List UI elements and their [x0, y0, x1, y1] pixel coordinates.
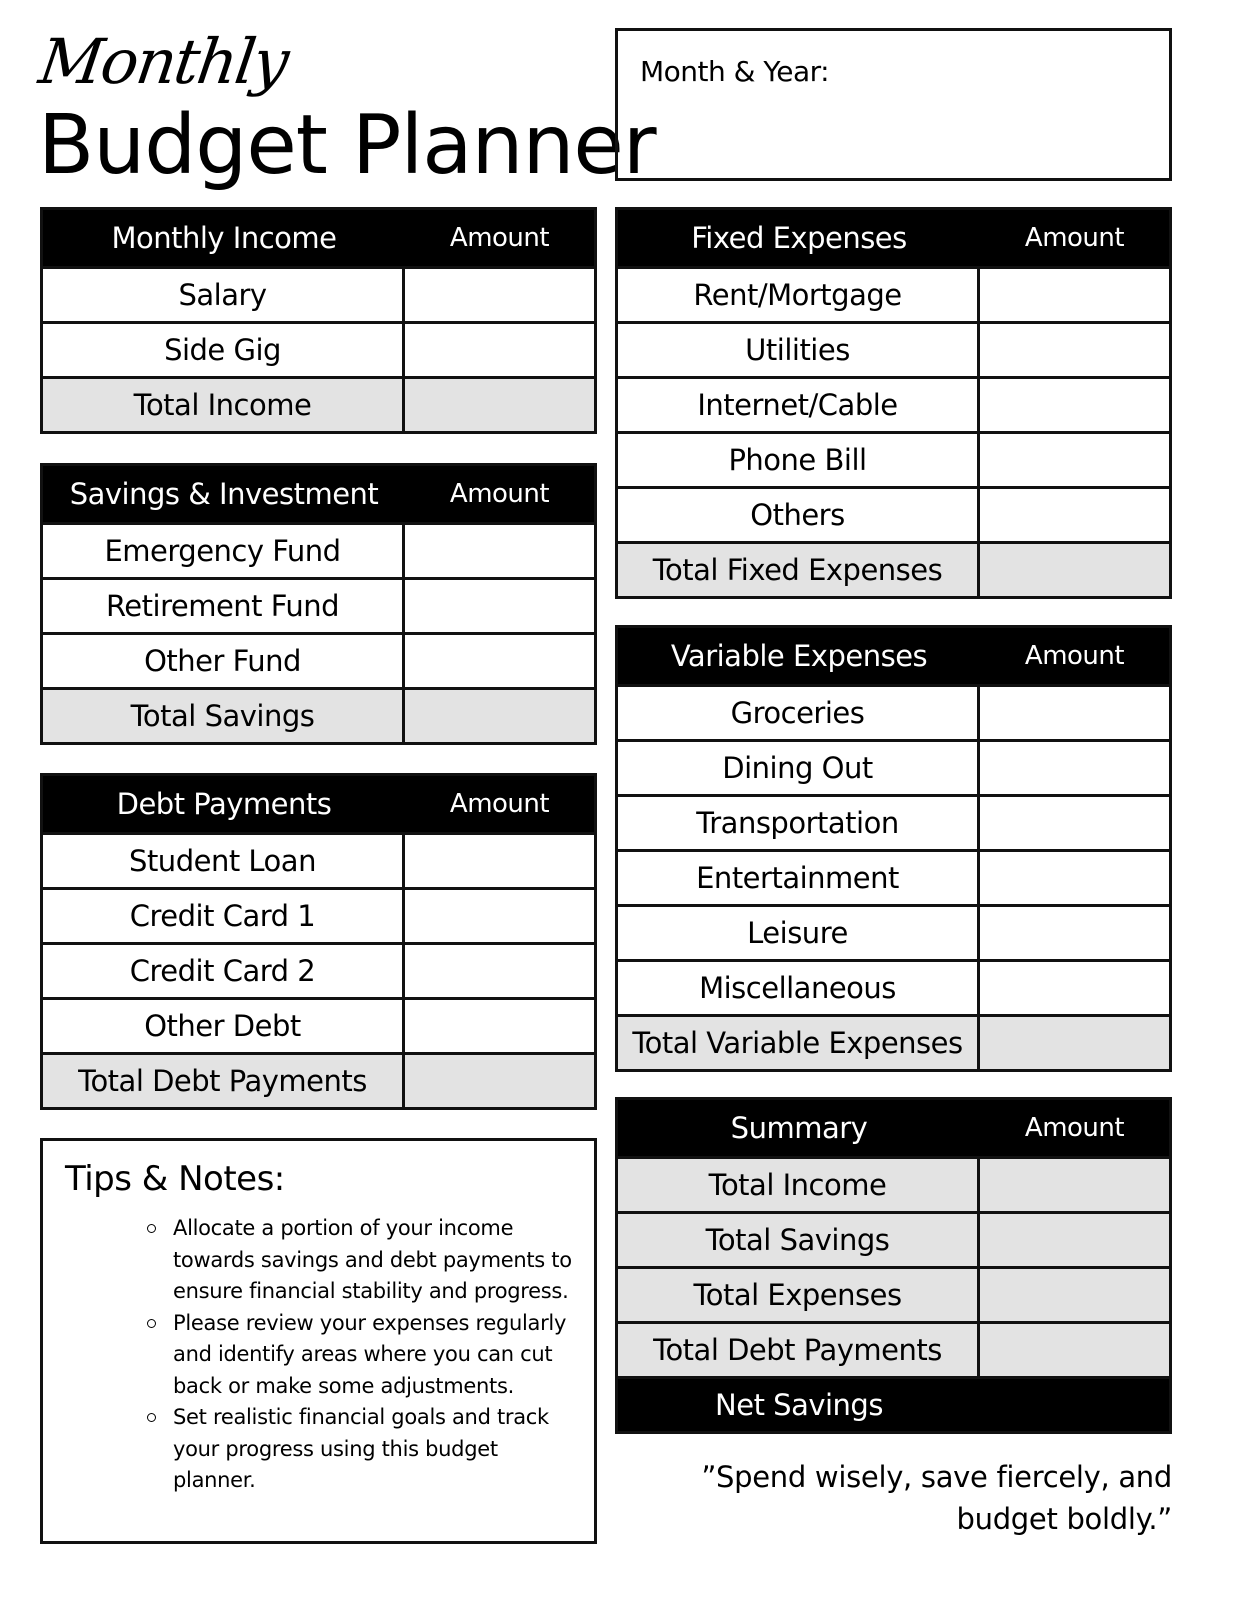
amount-input[interactable]: [405, 945, 594, 997]
total-label: Total Debt Payments: [43, 1055, 405, 1107]
row-label: Groceries: [618, 687, 980, 739]
row-label: Leisure: [618, 907, 980, 959]
amount-input[interactable]: [980, 434, 1169, 486]
table-row: [618, 684, 1169, 739]
table-row: [618, 849, 1169, 904]
amount-input[interactable]: [980, 489, 1169, 541]
table-row: [43, 887, 594, 942]
total-label: Total Savings: [43, 690, 405, 742]
table-title: Fixed Expenses: [691, 221, 907, 255]
tips-list: [173, 1213, 583, 1497]
amount-input[interactable]: [980, 379, 1169, 431]
table-title: Variable Expenses: [670, 639, 928, 673]
fixed-expenses-table: [615, 207, 1172, 599]
amount-input[interactable]: [980, 1159, 1169, 1211]
table-header: [618, 210, 1169, 266]
summary-row: [618, 1211, 1169, 1266]
row-label: Retirement Fund: [43, 580, 405, 632]
table-row: [618, 486, 1169, 541]
total-amount-input[interactable]: [405, 379, 594, 431]
net-savings-amount[interactable]: [980, 1379, 1169, 1431]
summary-table: [615, 1097, 1172, 1434]
amount-input[interactable]: [980, 1269, 1169, 1321]
table-header: [43, 776, 594, 832]
quote-text: ”Spend wisely, save fiercely, and budget boldly.”: [701, 1460, 1172, 1536]
row-label: Emergency Fund: [43, 525, 405, 577]
amount-input[interactable]: [405, 890, 594, 942]
amount-header: Amount: [449, 789, 550, 819]
amount-input[interactable]: [405, 635, 594, 687]
tip-text: Allocate a portion of your income towards savings and debt payments to ensure financial stability and progress.: [173, 1216, 572, 1303]
summary-row: [618, 1156, 1169, 1211]
variable-expenses-table: [615, 625, 1172, 1072]
total-row: [43, 1052, 594, 1107]
amount-header: Amount: [449, 223, 550, 253]
total-row: [43, 687, 594, 742]
table-row: [618, 376, 1169, 431]
tips-notes-box: [40, 1138, 597, 1544]
total-label: Total Fixed Expenses: [618, 544, 980, 596]
row-label: Total Expenses: [618, 1269, 980, 1321]
table-row: [43, 522, 594, 577]
amount-input[interactable]: [980, 852, 1169, 904]
total-row: [618, 1014, 1169, 1069]
table-title: Summary: [730, 1111, 868, 1145]
table-row: [43, 832, 594, 887]
amount-input[interactable]: [980, 269, 1169, 321]
total-amount-input[interactable]: [980, 1017, 1169, 1069]
amount-header: Amount: [1024, 1113, 1125, 1143]
tips-heading: Tips & Notes:: [65, 1159, 285, 1199]
row-label: Entertainment: [618, 852, 980, 904]
amount-input[interactable]: [980, 1214, 1169, 1266]
row-label: Utilities: [618, 324, 980, 376]
total-row: [43, 376, 594, 431]
row-label: Total Debt Payments: [618, 1324, 980, 1376]
row-label: Dining Out: [618, 742, 980, 794]
row-label: Rent/Mortgage: [618, 269, 980, 321]
table-title: Debt Payments: [116, 787, 332, 821]
amount-input[interactable]: [405, 580, 594, 632]
total-row: [618, 541, 1169, 596]
amount-input[interactable]: [405, 835, 594, 887]
net-savings-row: [618, 1376, 1169, 1431]
table-row: [618, 431, 1169, 486]
row-label: Side Gig: [43, 324, 405, 376]
amount-header: Amount: [1024, 223, 1125, 253]
page-title: Budget Planner: [38, 98, 656, 193]
summary-row: [618, 1321, 1169, 1376]
month-year-label: Month & Year:: [640, 55, 830, 88]
amount-input[interactable]: [980, 742, 1169, 794]
circle-bullet-icon: [147, 1319, 156, 1328]
title-script: Monthly: [34, 25, 292, 98]
amount-input[interactable]: [980, 1324, 1169, 1376]
amount-header: Amount: [1024, 641, 1125, 671]
amount-header: Amount: [449, 479, 550, 509]
tip-item: [173, 1308, 583, 1403]
summary-row: [618, 1266, 1169, 1321]
row-label: Salary: [43, 269, 405, 321]
row-label: Total Income: [618, 1159, 980, 1211]
savings-table: [40, 463, 597, 745]
tip-item: [173, 1213, 583, 1308]
total-amount-input[interactable]: [405, 1055, 594, 1107]
total-label: Total Income: [43, 379, 405, 431]
tip-item: [173, 1402, 583, 1497]
row-label: Miscellaneous: [618, 962, 980, 1014]
table-row: [618, 266, 1169, 321]
row-label: Internet/Cable: [618, 379, 980, 431]
amount-input[interactable]: [405, 525, 594, 577]
table-title: Savings & Investment: [69, 477, 379, 511]
amount-input[interactable]: [980, 797, 1169, 849]
row-label: Credit Card 1: [43, 890, 405, 942]
month-year-field[interactable]: [615, 28, 1172, 181]
row-label: Other Fund: [43, 635, 405, 687]
tip-text: Please review your expenses regularly and identify areas where you can cut back or make some adjustments.: [173, 1310, 567, 1398]
row-label: Total Savings: [618, 1214, 980, 1266]
table-row: [43, 942, 594, 997]
amount-input[interactable]: [405, 1000, 594, 1052]
amount-input[interactable]: [405, 269, 594, 321]
row-label: Credit Card 2: [43, 945, 405, 997]
row-label: Student Loan: [43, 835, 405, 887]
amount-input[interactable]: [980, 324, 1169, 376]
table-header: [43, 210, 594, 266]
total-label: Total Variable Expenses: [618, 1017, 980, 1069]
tip-text: Set realistic financial goals and track your progress using this budget planner.: [173, 1405, 549, 1492]
row-label: Transportation: [618, 797, 980, 849]
circle-bullet-icon: [147, 1224, 156, 1233]
table-row: [43, 266, 594, 321]
row-label: Others: [618, 489, 980, 541]
debt-payments-table: [40, 773, 597, 1110]
table-row: [43, 577, 594, 632]
net-savings-label: Net Savings: [715, 1388, 883, 1422]
table-header: [618, 1100, 1169, 1156]
table-row: [43, 321, 594, 376]
amount-input[interactable]: [405, 324, 594, 376]
table-row: [43, 632, 594, 687]
table-title: Monthly Income: [111, 221, 337, 255]
table-header: [618, 628, 1169, 684]
amount-input[interactable]: [980, 962, 1169, 1014]
table-row: [618, 794, 1169, 849]
monthly-income-table: [40, 207, 597, 434]
row-label: Phone Bill: [618, 434, 980, 486]
row-label: Other Debt: [43, 1000, 405, 1052]
table-row: [618, 321, 1169, 376]
table-header: [43, 466, 594, 522]
table-row: [43, 997, 594, 1052]
total-amount-input[interactable]: [980, 544, 1169, 596]
table-row: [618, 904, 1169, 959]
total-amount-input[interactable]: [405, 690, 594, 742]
amount-input[interactable]: [980, 907, 1169, 959]
table-row: [618, 739, 1169, 794]
table-row: [618, 959, 1169, 1014]
circle-bullet-icon: [147, 1413, 156, 1422]
amount-input[interactable]: [980, 687, 1169, 739]
